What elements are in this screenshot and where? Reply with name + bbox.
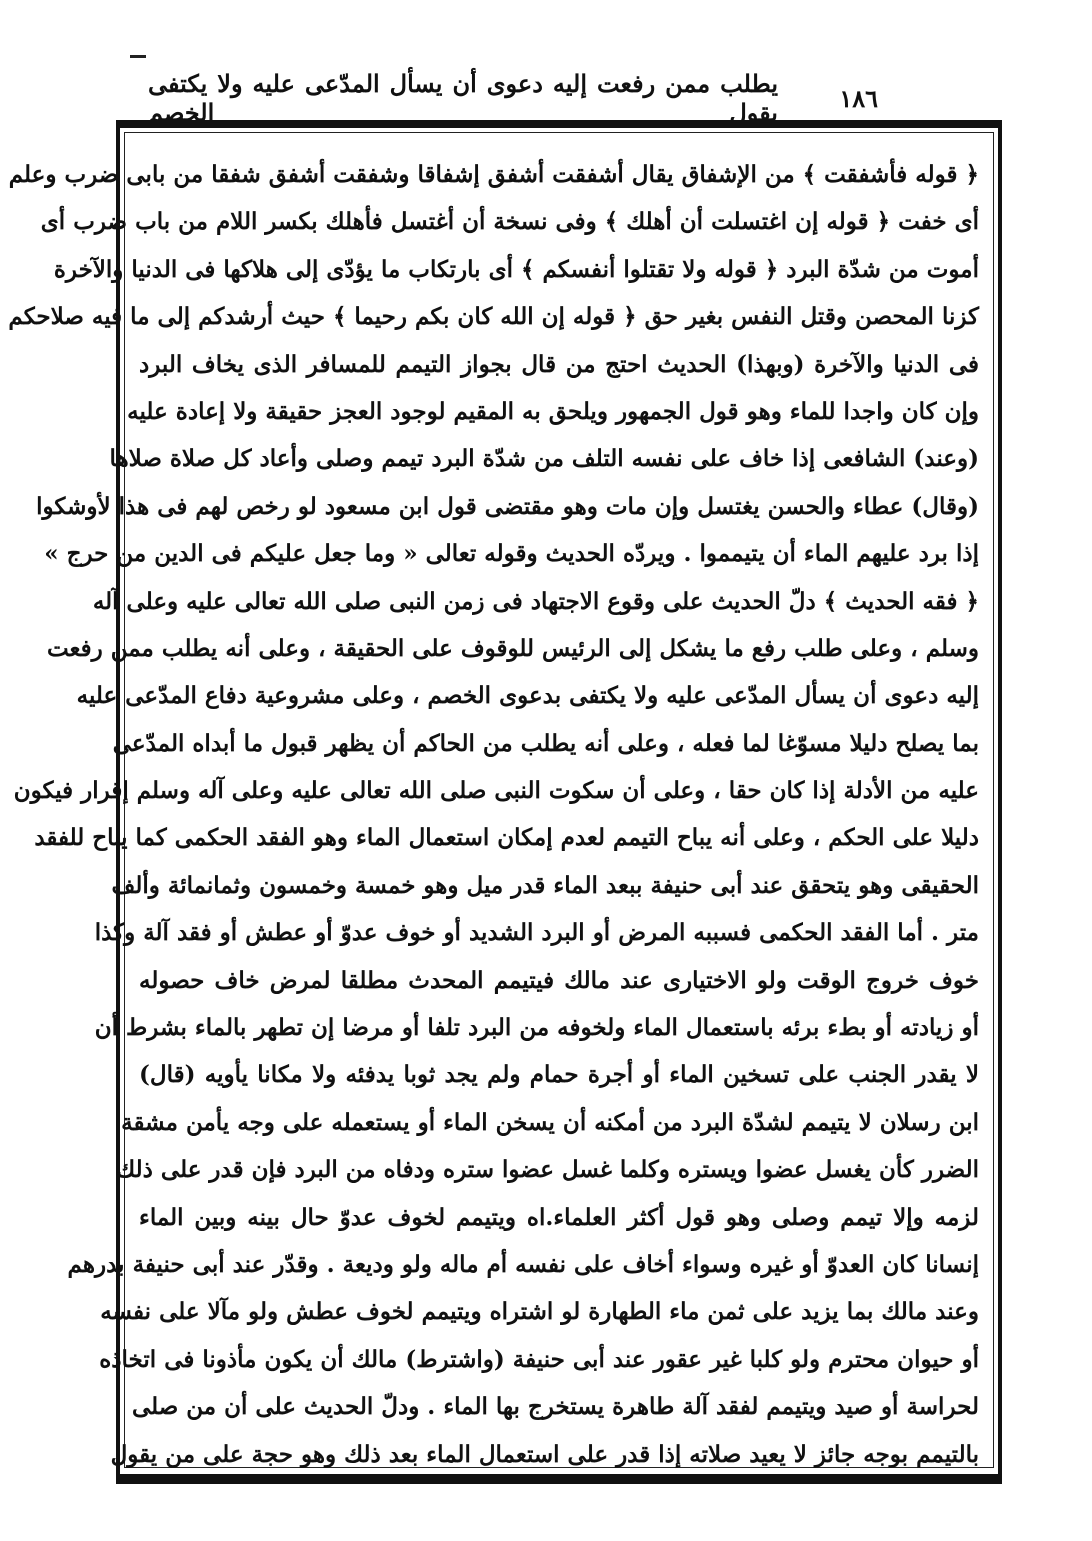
text-line: خوف خروج الوقت ولو الاختيارى عند مالك فيتيمم المحدث مطلقا لمرض خاف حصوله bbox=[139, 966, 979, 994]
text-line: فى الدنيا والآخرة (وبهذا) الحديث احتج من قال بجواز التيمم للمسافر الذى يخاف البرد bbox=[139, 350, 979, 378]
text-line: الضرر كأن يغسل عضوا ويستره وكلما غسل عضوا ستره ودفاه من البرد فإن قدر على ذلك bbox=[116, 1156, 979, 1184]
page-number: ١٨٦ bbox=[839, 83, 878, 113]
text-line: أموت من شدّة البرد ﴿ قوله ولا تقتلوا أنفسكم ﴾ أى بارتكاب ما يؤدّى إلى هلاكها فى الدنيا والآخرة bbox=[53, 255, 979, 283]
text-line: إنسانا كان العدوّ أو غيره وسواء أخاف على نفسه أم ماله ولو وديعة . وقدّر عند أبى حنيفة بدرهم bbox=[67, 1250, 979, 1278]
text-line: ﴿ قوله فأشفقت ﴾ من الإشفاق يقال أشفقت أشفق إشفاقا وشفقت أشفق شفقا من بابى ضرب وعلم bbox=[8, 161, 979, 188]
page-header bbox=[148, 69, 878, 127]
text-line: أى خفت ﴿ قوله إن اغتسلت أن أهلك ﴾ وفى نسخة أن أغتسل فأهلك بكسر اللام من باب ضرب أى bbox=[40, 208, 979, 236]
text-line: (وعند) الشافعى إذا خاف على نفسه التلف من شدّة البرد تيمم وصلى وأعاد كل صلاة صلاها bbox=[109, 445, 979, 473]
text-line: وعند مالك بما يزيد على ثمن ماء الطهارة لو اشتراه ويتيمم لخوف عطش ولو مآلا على نفسه bbox=[100, 1298, 979, 1326]
text-line: وإن كان واجدا للماء وهو قول الجمهور ويلحق به المقيم لوجود العجز حقيقة ولا إعادة عليه bbox=[127, 397, 979, 425]
text-line: الحقيقى وهو يتحقق عند أبى حنيفة ببعد الماء قدر ميل وهو خمسة وخمسون وثمانمائة وألف bbox=[111, 871, 979, 899]
text-line: أو حيوان محترم ولو كلبا غير عقور عند أبى حنيفة (واشترط) مالك أن يكون مأذونا فى اتخاذه bbox=[99, 1345, 979, 1373]
text-line: لا يقدر الجنب على تسخين الماء أو أجرة حمام ولم يجد ثوبا يدفئه ولا مكانا يأويه (قال) bbox=[139, 1061, 979, 1089]
text-line: بالتيمم بوجه جائز لا يعيد صلاته إذا قدر على استعمال الماء بعد ذلك وهو حجة على من يقول bbox=[110, 1440, 979, 1468]
text-line: وسلم ، وعلى طلب رفع ما يشكل إلى الرئيس للوقوف على الحقيقة ، وعلى أنه يطلب ممن رفعت bbox=[46, 634, 979, 662]
text-line: ابن رسلان لا يتيمم لشدّة البرد من أمكنه أن يسخن الماء أو يستعمله على وجه يأمن مشقة bbox=[121, 1108, 979, 1136]
body-text bbox=[8, 151, 979, 1478]
inner-border bbox=[8, 132, 994, 1468]
text-line: إليه دعوى أن يسأل المدّعى عليه ولا يكتفى بدعوى الخصم ، وعلى مشروعية دفاع المدّعى عليه bbox=[76, 682, 979, 710]
text-frame bbox=[8, 120, 1002, 1484]
text-line: أو زيادته أو بطء برئه باستعمال الماء ولخوفه من البرد تلفا أو مرضا إن تطهر بالماء بشرط أن bbox=[94, 1014, 979, 1042]
text-line: ﴿ فقه الحديث ﴾ دلّ الحديث على وقوع الاجتهاد فى زمن النبى صلى الله تعالى عليه وعلى آله bbox=[92, 587, 979, 615]
text-line: لحراسة أو صيد ويتيمم لفقد آلة طاهرة يستخرج بها الماء . ودلّ الحديث على أن من صلى bbox=[131, 1393, 979, 1421]
text-line: (وقال) عطاء والحسن يغتسل وإن مات وهو مقتضى قول ابن مسعود لو رخص لهم فى هذا لأوشكوا bbox=[36, 492, 979, 520]
running-title: يطلب ممن رفعت إليه دعوى أن يسأل المدّعى عليه ولا يكتفى بقول الخصم bbox=[148, 69, 778, 127]
text-line: دليلا على الحكم ، وعلى أنه يباح التيمم لعدم إمكان استعمال الماء وهو الفقد الحكمى كما يباح للفقد bbox=[34, 824, 979, 852]
text-line: بما يصلح دليلا مسوّغا لما فعله ، وعلى أنه يطلب من الحاكم أن يظهر قبول ما أبداه المدّعى bbox=[112, 729, 979, 757]
text-line: إذا برد عليهم الماء أن يتيمموا . ويردّه الحديث وقوله تعالى « وما جعل عليكم فى الدين من حرج » bbox=[44, 540, 979, 568]
text-line: كزنا المحصن وقتل النفس بغير حق ﴿ قوله إن الله كان بكم رحيما ﴾ حيث أرشدكم إلى ما فيه صلاحكم bbox=[8, 303, 979, 331]
text-line: لزمه وإلا تيمم وصلى وهو قول أكثر العلماء.اه ويتيمم لخوف عدوّ حال بينه وبين الماء bbox=[139, 1203, 979, 1231]
corner-mark bbox=[130, 55, 146, 58]
text-line: عليه من الأدلة إذا كان حقا ، وعلى أن سكوت النبى صلى الله تعالى عليه وعلى آله وسلم إقرار فيكون bbox=[13, 777, 979, 805]
text-line: متر . أما الفقد الحكمى فسببه المرض أو البرد الشديد أو خوف عدوّ أو عطش أو فقد آلة وكذا bbox=[94, 919, 979, 947]
